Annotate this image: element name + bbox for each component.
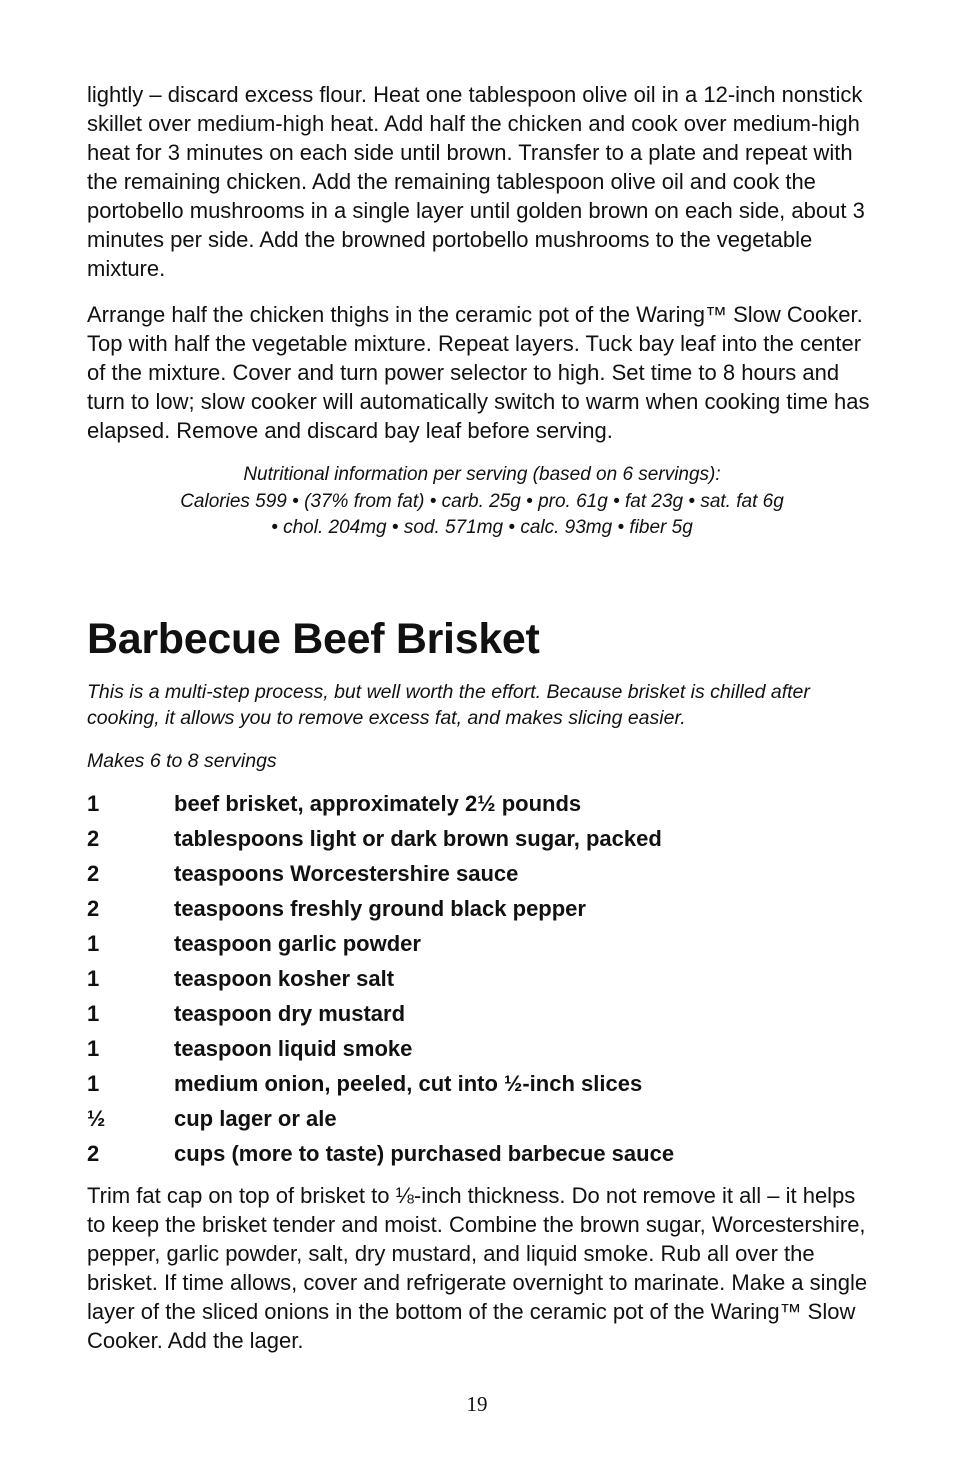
ingredient-row xyxy=(87,996,877,1031)
recipe-intro: This is a multi-step process, but well worth the effort. Because brisket is chilled after cooking, it allows you to remove excess fat, and makes slicing easier. xyxy=(87,680,810,729)
ingredient-text: teaspoons freshly ground black pepper xyxy=(174,895,586,921)
ingredient-text: teaspoon dry mustard xyxy=(174,1000,406,1026)
ingredient-text: cup lager or ale xyxy=(174,1105,337,1131)
ingredient-text: cups (more to taste) purchased barbecue sauce xyxy=(174,1140,675,1166)
ingredient-list xyxy=(87,786,877,1171)
ingredient-text: teaspoon liquid smoke xyxy=(174,1035,413,1061)
ingredient-quantity: 2 xyxy=(87,1140,100,1166)
page-number: 19 xyxy=(466,1392,488,1416)
recipe-title: Barbecue Beef Brisket xyxy=(87,614,540,663)
nutrition-line: Nutritional information per serving (based on 6 servings): xyxy=(243,464,721,485)
ingredient-row xyxy=(87,1101,877,1136)
ingredient-quantity: 2 xyxy=(87,825,100,851)
ingredient-quantity: 1 xyxy=(87,930,100,956)
ingredient-row xyxy=(87,856,877,891)
ingredient-text: medium onion, peeled, cut into ½-inch slices xyxy=(174,1070,643,1096)
ingredient-quantity: 2 xyxy=(87,895,100,921)
ingredient-quantity: 1 xyxy=(87,790,100,816)
ingredient-quantity: 2 xyxy=(87,860,100,886)
ingredient-row xyxy=(87,1031,877,1066)
ingredient-text: tablespoons light or dark brown sugar, packed xyxy=(174,825,662,851)
nutrition-line: Calories 599 • (37% from fat) • carb. 25g • pro. 61g • fat 23g • sat. fat 6g xyxy=(180,490,784,512)
nutrition-line: • chol. 204mg • sod. 571mg • calc. 93mg • fiber 5g xyxy=(271,517,693,538)
ingredient-text: beef brisket, approximately 2½ pounds xyxy=(174,790,582,816)
ingredient-row xyxy=(87,961,877,996)
ingredient-quantity: ½ xyxy=(87,1105,106,1131)
ingredient-row xyxy=(87,926,877,961)
ingredient-text: teaspoons Worcestershire sauce xyxy=(174,860,519,886)
ingredient-quantity: 1 xyxy=(87,1000,100,1026)
directions-paragraph: Trim fat cap on top of brisket to ⅛-inch thickness. Do not remove it all – it helps to keep the brisket tender and moist. Combine the brown sugar, Worcestershire, pepper, garlic powder, salt, dry mustard, and liquid smoke. Rub all over the brisket. If time allows, cover and refrigerate overnight to marinate. Make a single layer of the sliced onions in the bottom of the ceramic pot of the Waring™ Slow Cooker. Add the lager. xyxy=(87,1182,868,1353)
ingredient-row xyxy=(87,786,877,821)
ingredient-row xyxy=(87,1066,877,1101)
ingredient-quantity: 1 xyxy=(87,965,100,991)
ingredient-quantity: 1 xyxy=(87,1070,100,1096)
ingredient-row xyxy=(87,1136,877,1171)
continuation-paragraph-1: lightly – discard excess flour. Heat one tablespoon olive oil in a 12-inch nonstick skillet over medium-high heat. Add half the chicken and cook over medium-high heat for 3 minutes on each side until brown. Transfer to a plate and repeat with the remaining chicken. Add the remaining tablespoon olive oil and cook the portobello mushrooms in a single layer until golden brown on each side, about 3 minutes per side. Add the browned portobello mushrooms to the vegetable mixture. xyxy=(87,82,865,281)
page-content xyxy=(87,80,877,1372)
ingredient-text: teaspoon kosher salt xyxy=(174,965,395,991)
ingredient-row xyxy=(87,821,877,856)
nutrition-info xyxy=(87,462,877,542)
ingredient-row xyxy=(87,891,877,926)
continuation-paragraph-2: Arrange half the chicken thighs in the ceramic pot of the Waring™ Slow Cooker. Top with half the vegetable mixture. Repeat layers. Tuck bay leaf into the center of the mixture. Cover and turn power selector to high. Set time to 8 hours and turn to low; slow cooker will automatically switch to warm when cooking time has elapsed. Remove and discard bay leaf before serving. xyxy=(87,302,870,443)
ingredient-text: teaspoon garlic powder xyxy=(174,930,421,956)
ingredient-quantity: 1 xyxy=(87,1035,100,1061)
recipe-yield: Makes 6 to 8 servings xyxy=(87,749,277,772)
